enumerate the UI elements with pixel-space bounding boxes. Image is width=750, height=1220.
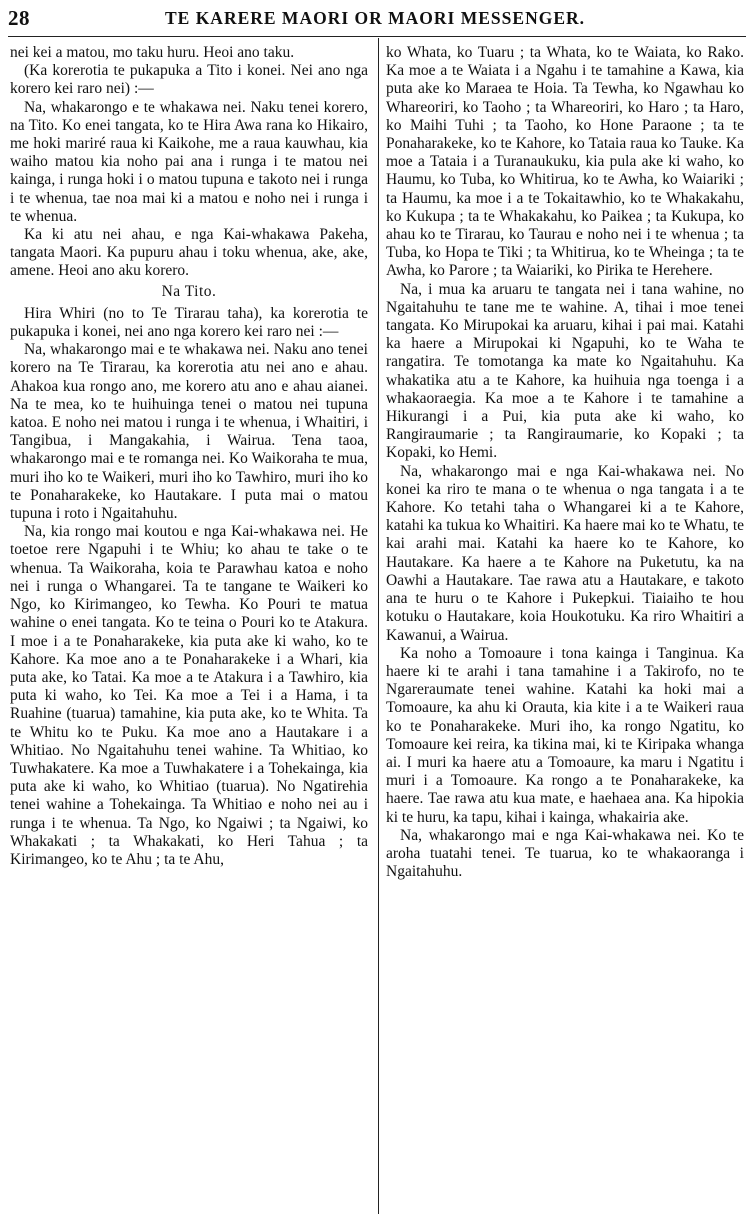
paragraph: (Ka korerotia te pukapuka a Tito i konei. Nei ano nga korero kei raro nei) :— [10, 62, 368, 98]
paragraph: Na, whakarongo mai e te whakawa nei. Naku ano tenei korero na Te Tirarau, ka korerotia atu nei ano e ahau. Ahakoa kua rongo ano, me korero atu ano e ahau aianei. Na te mea, ko te huihuinga tenei o matou nei tupuna katoa. E noho nei matou i runga i te whenua, i Whaitiri, i Tangibua, i Mangakahia, i Wairua. Tena taoa, whakarongo mai e te romanga nei. Ko Waikoraha te mua, muri iho ko te Waikeri, muri iho ko Tawhiro, muri iho ko te Ponaharakeke, ko Hautakare. I puta mai o matou tupuna i roto i Ngaitahuhu. [10, 341, 368, 523]
paragraph: Na, whakarongo mai e nga Kai-whakawa nei. Ko te aroha tuatahi tenei. Te tuarua, ko te whakaoranga i Ngaitahuhu. [386, 826, 744, 881]
page-number: 28 [8, 6, 30, 30]
paragraph: Na, whakarongo e te whakawa nei. Naku tenei korero, na Tito. Ko enei tangata, ko te Hira Awa rana ko Hikairo, me hoki mariré raua ki Kaikohe, me a raua kauwhau, kia waiho matou kia noho pai ana i runga i te matou nei kainga, i runga hoki i o matou tupuna e takoto nei i runga i te whenua, tae noa mai ki a matou e noho nei i runga i te whenua. [10, 98, 368, 225]
column-divider [378, 38, 379, 1214]
signature: Na Tito. [161, 282, 217, 300]
paragraph: nei kei a matou, mo taku huru. Heoi ano taku. [10, 44, 295, 61]
running-title: TE KARERE MAORI OR MAORI MESSENGER. [164, 8, 586, 28]
left-column [10, 44, 368, 1218]
paragraph: Ka noho a Tomoaure i tona kainga i Tanginua. Ka haere ki te arahi i tana tamahine i a Takirofo, no te Ngareraumate tenei wahine. Katahi ka hoki mai a Tomoaure, ka ahu ki Orauta, kia kite i a te Waikeri raua ko te Ponaharakeke. Muri iho, ka rongo Ngatitu, ko Tomoaure kei reira, ka tikina mai, ki te Kiripaka whanga ai. I muri ka haere atu a Tomoaure, ka maru i Ngatitu i muri i a Tomoaure. Ka rongo a te Ponaharakeke, ka haere. Tae rawa atu kua mate, e haehaea ana. Ka hipokia ki te huru, ka tapu, kihai i kainga, whakairia ake. [386, 644, 744, 826]
paragraph: Na, kia rongo mai koutou e nga Kai-whakawa nei. He toetoe rere Ngapuhi i te Whiu; ko ahau te take o te whenua. Ta Waikoraha, koia te Parawhau katoa e noho nei i runga o Whangarei. Ta te tangane te Waikeri ko Ngo, ko Kirimangeo, ko Tewha. Ko Pouri te matua wahine o enei tangata. Ko te teina o Pouri ko te Atakura. I moe i a te Ponaharakeke, kia puta ake ki waho, ko te Kahore. Ka moe ano a te Ponaharakeke i a Whari, kia puta ake, ko Tatai. Ka moe a te Atakura i a Tawhiro, kia puta ki waho, ko Tei. Ka moe a Tei i a Hama, i ta Ruahine (tuarua) tamahine, kia puta ake, ko te Whita. Ta te Whitu ko te Puku. Ka moe ano a Hautakare i a Whitiao. No Ngaitahuhu tenei wahine. Ta Whitiao, ko Tuwhakatere. Ka moe a Tuwhakatere i a Tohekainga, kia puta ake ki waho, ko Whitiao (tuarua). No Ngatirehia tenei wahine a Tohekainga. Ta Whitiao e noho nei au i runga i te whenua. Ta Ngo, ko Ngaiwi ; ta Ngaiwi, ko Whakakati ; ta Whakakati, ko Heri Tahua ; ta Kirimangeo, ko te Ahu ; ta te Ahu, [10, 523, 368, 868]
paragraph: Na, whakarongo mai e nga Kai-whakawa nei. No konei ka riro te mana o te whenua o nga tangata i a te Kahore. Ko tetahi taha o Whangarei ki a te Kahore, katahi ka tukua ko Whaitiri. Ka haere mai ko te Whatu, te kai arahi mai. Katahi ka haere ko te Kahore, ko Hautakare. Ka haere a te Kahore na Puketutu, ka na Oawhi a Hautakare. Tae rawa atu a Hautakare, e takoto ana te huru o te Kahore i Pukepkui. Tiaiaiho te hou kotuku o Hautakare, koia Houkotuku. Ka riro Whaitiri a Kawanui, a Wairua. [386, 462, 744, 644]
paragraph: ko Whata, ko Tuaru ; ta Whata, ko te Waiata, ko Rako. Ka moe a te Waiata i a Ngahu i te tamahine a Kawa, kia puta ake ko Maraea te Hoia. Ta Tewha, ko Ngawhau ko Whareoriri, ko Taoho ; ta Whareoriri, ko Haro ; ta Haro, ko Maihi Tuhi ; ta Taoho, ko Hone Paraone ; ta te Ponaharakeke, ko te Kahore, ko Tataia raua ko Tauke. Ka moe a Tataia i a Turanaukuku, kia pula ake ki waho, ko Haumu, ko Tuba, ko Whitirua, ko te Awha, ko Waiariki ; ta Haumu, ka moe i a te Tokaitawhio, ko te Whakakahu, ko Kukupa ; ta te Whakakahu, ko Paikea ; ta Kukupa, ko ahau ko te Tirarau, ko Taurau e noho nei i te whenua ; ta Tuba, ko Hopa te Tiki ; ta Whitirua, ko te Wheinga ; ta te Awha, ko Parore ; ta Waiariki, ko Pirika te Herehere. [386, 44, 744, 280]
paragraph: Ka ki atu nei ahau, e nga Kai-whakawa Pakeha, tangata Maori. Ka pupuru ahau i toku whenua, ake, ake, amene. Heoi ano aku korero. [10, 226, 368, 280]
paragraph: Hira Whiri (no to Te Tirarau taha), ka korerotia te pukapuka i konei, nei ano nga korero kei raro nei :— [10, 304, 368, 341]
header-rule [8, 36, 746, 37]
right-column [386, 44, 744, 1218]
page-header [0, 0, 750, 36]
paragraph: Na, i mua ka aruaru te tangata nei i tana wahine, no Ngaitahuhu te tane me te wahine. A, tihai i moe tenei tangata. Ko Mirupokai ka aruaru, kihai i pai mai. Katahi ka haere a Mirupokai ki Ngapuhi, ko te Waha te rangatira. Te tomotanga ka mate ko Ngaitahuhu. Ka whakatika atu a te Kahore, ka huihuia nga toenga i a whakaoraegia. Ka moe a te Kahore i te tamahine a Hikurangi i a Pui, kia puta ake ki waho, ko Rangiraumarie ; ta Rangiraumarie, ko Kopaki ; ta Kopaki, ko Hemi. [386, 280, 744, 462]
